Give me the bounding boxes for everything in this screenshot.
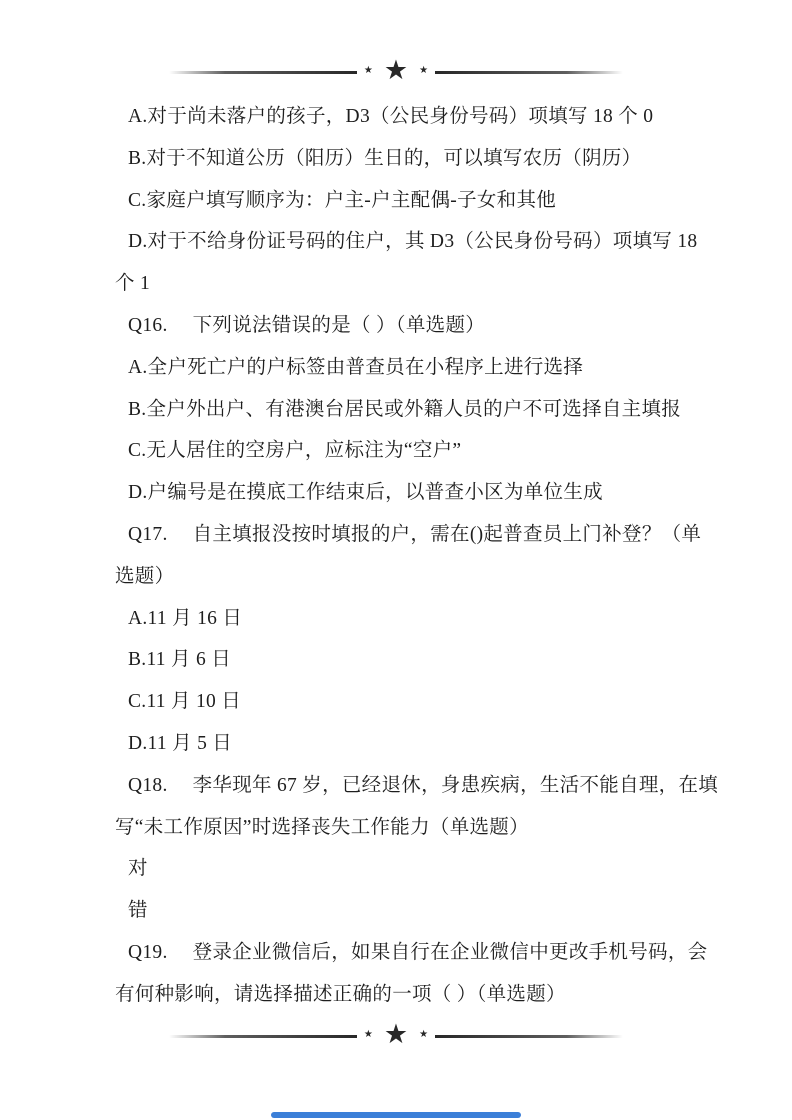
option-line: A.11 月 16 日 — [128, 607, 243, 629]
continuation-line: 写“未工作原因”时选择丧失工作能力（单选题） — [115, 816, 529, 838]
star-small-icon: ★ — [363, 1029, 373, 1040]
option-line: B.全户外出户、有港澳台居民或外籍人员的户不可选择自主填报 — [128, 398, 682, 420]
star-small-icon: ★ — [419, 1029, 429, 1040]
document-text-body — [115, 96, 719, 1016]
option-line: D.户编号是在摸底工作结束后，以普查小区为单位生成 — [128, 482, 603, 504]
option-line: B.对于不知道公历（阳历）生日的，可以填写农历（阴历） — [128, 147, 642, 169]
star-small-icon: ★ — [363, 65, 373, 76]
question-line-q18: Q18. 李华现年 67 岁，已经退休，身患疾病，生活不能自理，在填 — [128, 774, 719, 796]
option-line: D.11 月 5 日 — [128, 732, 233, 754]
star-small-icon: ★ — [419, 65, 429, 76]
question-line-q17: Q17. 自主填报没按时填报的户，需在()起普查员上门补登？（单 — [128, 523, 702, 545]
star-icon: ★ — [383, 1018, 409, 1050]
divider-line-right — [435, 1035, 623, 1038]
divider-line-right — [435, 71, 623, 74]
option-line: C.无人居住的空房户，应标注为“空户” — [128, 440, 462, 462]
divider-line-left — [169, 71, 357, 74]
continuation-line: 有何种影响，请选择描述正确的一项（ ）（单选题） — [115, 983, 566, 1005]
option-line-true: 对 — [128, 858, 148, 880]
star-icon: ★ — [383, 54, 409, 86]
header-divider — [0, 56, 792, 88]
option-line: C.11 月 10 日 — [128, 691, 242, 713]
option-line: A.全户死亡户的户标签由普查员在小程序上进行选择 — [128, 356, 584, 378]
option-line: C.家庭户填写顺序为：户主-户主配偶-子女和其他 — [128, 189, 557, 211]
option-line: B.11 月 6 日 — [128, 649, 232, 671]
continuation-line: 选题） — [115, 565, 175, 587]
question-line-q19: Q19. 登录企业微信后，如果自行在企业微信中更改手机号码，会 — [128, 941, 708, 963]
option-line: A.对于尚未落户的孩子，D3（公民身份号码）项填写 18 个 0 — [128, 106, 654, 127]
question-line-q16: Q16. 下列说法错误的是（ ）（单选题） — [128, 314, 486, 336]
option-line: D.对于不给身份证号码的住户，其 D3（公民身份号码）项填写 18 — [128, 231, 698, 253]
continuation-line: 个 1 — [115, 273, 151, 295]
page-scrollbar[interactable] — [271, 1112, 521, 1118]
divider-line-left — [169, 1035, 357, 1038]
footer-divider — [0, 1020, 792, 1052]
option-line-false: 错 — [128, 900, 148, 922]
